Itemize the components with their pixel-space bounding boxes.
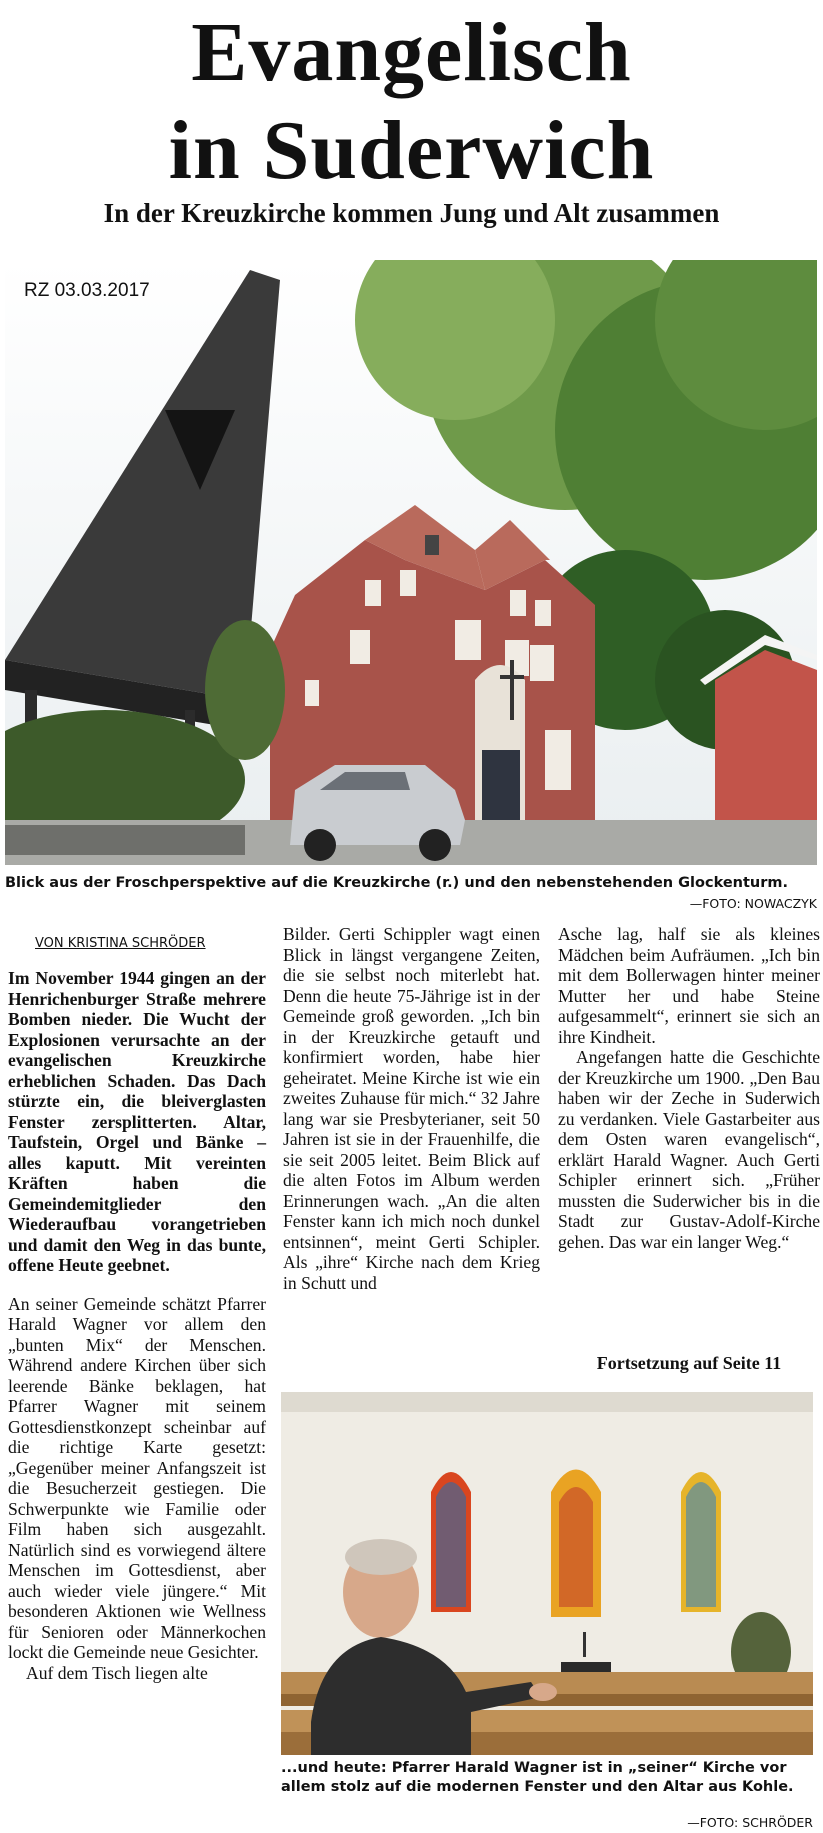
- church-exterior-illustration: [5, 260, 817, 865]
- column-3: [558, 924, 820, 1252]
- column-1: [8, 968, 266, 1683]
- lead-paragraph: Im November 1944 gingen an der Henrichenburger Straße mehrere Bomben nieder. Die Wucht der Explosionen verursachte an der evangelischen Kreuzkirche erheblichen Schaden. Das Dach stürzte ein, die bleiverglasten Fenster zersplitterten. Altar, Taufstein, Orgel und Bänke – alles kaputt. Mit vereinten Kräften haben die Gemeindemitglieder den Wiederaufbau vorangetrieben und damit den Weg in das bunte, offene Heute geebnet.: [8, 968, 266, 1275]
- church-exterior-photo: [5, 260, 817, 865]
- church-interior-illustration: [281, 1392, 813, 1755]
- byline: VON KRISTINA SCHRÖDER: [35, 936, 206, 951]
- subheadline: In der Kreuzkirche kommen Jung und Alt zusammen: [103, 198, 720, 228]
- photo2-credit: —FOTO: SCHRÖDER: [687, 1815, 813, 1830]
- headline-line-2: in Suderwich: [168, 104, 655, 197]
- headline-line-1: Evangelisch: [191, 6, 632, 99]
- col1-paragraph-1: An seiner Gemeinde schätzt Pfarrer Harald Wagner vor allem den „bunten Mix“ der Menschen. Während andere Kirchen über sich leerende Bänke beklagen, hat Pfarrer Wagner mit seinem Gottesdienstkonzept scheinbar auf die richtige Karte gesetzt: „Gegenüber meiner Anfangszeit ist die Besucherzeit gestiegen. Die Schwerpunkte wie Familie oder Film haben sich ausgezahlt. Natürlich sind es vorwiegend ältere Menschen im Gottesdienst, aber auch wieder viele jüngere.“ Mit besonderen Aktionen wie Wellness für Senioren oder Männerkochen lockt die Gemeinde neue Gesichter.: [8, 1293, 266, 1662]
- col3-paragraph-2: Angefangen hatte die Geschichte der Kreuzkirche um 1900. „Den Bau haben wir der Zeche in Suderwich zu verdanken. Viele Gastarbeiter aus dem Osten waren evangelisch“, erklärt Harald Wagner. Auch Gerti Schipler erinnert sich. „Früher mussten die Suderwicher bis in die Stadt zur Gustav-Adolf-Kirche gehen. Das war ein langer Weg.“: [558, 1047, 820, 1252]
- headline: [0, 4, 823, 200]
- photo1-credit: —FOTO: NOWACZYK: [689, 896, 817, 911]
- column-2: [283, 924, 540, 1293]
- church-interior-photo: [281, 1392, 813, 1755]
- photo1-caption: Blick aus der Froschperspektive auf die Kreuzkirche (r.) und den nebenstehenden Glockenturm.: [5, 875, 789, 891]
- col2-paragraph-1: Bilder. Gerti Schippler wagt einen Blick in längst vergangene Zeiten, die sie selbst noch miterlebt hat. Denn die heute 75-Jährige ist in der Gemeinde groß geworden. „Ich bin in der Kreuzkirche getauft und konfirmiert worden, habe hier geheiratet. Meine Kirche ist wie ein zweites Zuhause für mich.“ 32 Jahre lang war sie Presbyterianer, seit 50 Jahren ist sie in der Frauenhilfe, die sie seit 2005 leitet. Beim Blick auf die alten Fotos im Album werden Erinnerungen wach. „An die alten Fenster kann ich mich noch dunkel entsinnen“, meint Gerti Schipler. Als „ihre“ Kirche nach dem Krieg in Schutt und: [283, 924, 540, 1293]
- photo2-caption: ...und heute: Pfarrer Harald Wagner ist in „seiner“ Kirche vor allem stolz auf die modernen Fenster und den Altar aus Kohle.: [281, 1760, 794, 1795]
- col1-paragraph-2: Auf dem Tisch liegen alte: [26, 1662, 208, 1683]
- continued-notice: Fortsetzung auf Seite 11: [596, 1353, 782, 1373]
- col3-paragraph-1: Asche lag, half sie als kleines Mädchen beim Aufräumen. „Ich bin mit dem Bollerwagen hinter meiner Mutter her und habe Steine aufgesammelt“, erinnert sie sich an ihre Kindheit.: [558, 924, 820, 1047]
- date-stamp: RZ 03.03.2017: [24, 280, 150, 301]
